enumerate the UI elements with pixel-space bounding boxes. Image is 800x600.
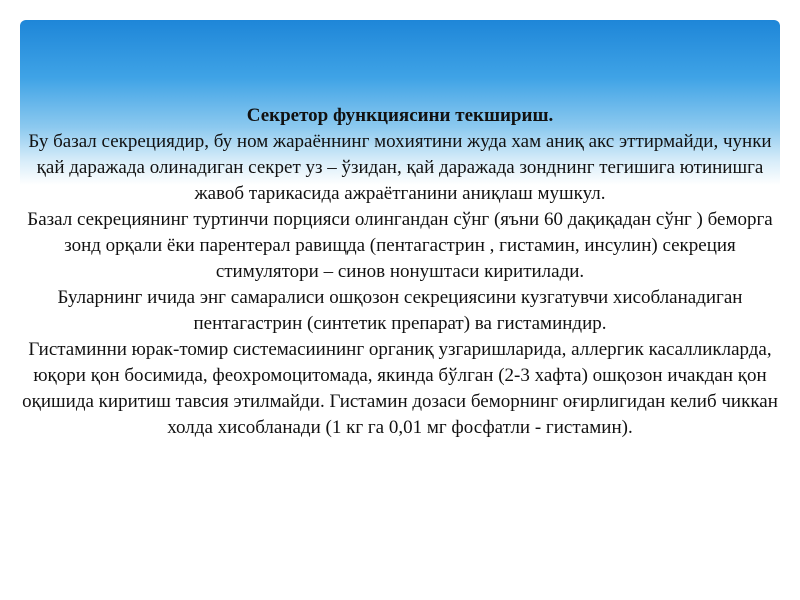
slide-title: Секретор функциясини текшириш. — [246, 105, 554, 126]
paragraph-histamine: Гистаминни юрак-томир системасиининг органиқ узгаришларида, аллергик касалликларда, юқори қон босимида, феохромоцитомада, якинда бўлган (2-3 хафта) ошқозон ичакдан қон оқишида киритиш тавсия этилмайди. Гистамин дозаси беморнинг оғирлигидан келиб чиккан холда хисобланади (1 кг га 0,01 мг фосфатли - гистамин). — [22, 339, 778, 438]
paragraph-stimulation: Базал секрециянинг туртинчи порцияси олингандан сўнг (яъни 60 дақиқадан сўнг ) беморга зонд орқали ёки парентерал равищда (пентагастрин , гистамин, инсулин) секреция стимулятори – синов нонуштаси киритилади. — [27, 209, 773, 282]
slide-content — [22, 103, 778, 441]
paragraph-pentagastrin: Буларнинг ичида энг самаралиси ошқозон секрециясини кузгатувчи хисобланадиган пентагастрин (синтетик препарат) ва гистаминдир. — [57, 287, 743, 334]
paragraph-basal-secretion: Бу базал секрециядир, бу ном жараённинг мохиятини жуда хам аниқ акс эттирмайди, чунки қай даражада олинадиган секрет уз – ўзидан, қай даражада зонднинг тегишига ютинишга жавоб тарикасида ажраётганини аниқлаш мушкул. — [28, 131, 772, 204]
